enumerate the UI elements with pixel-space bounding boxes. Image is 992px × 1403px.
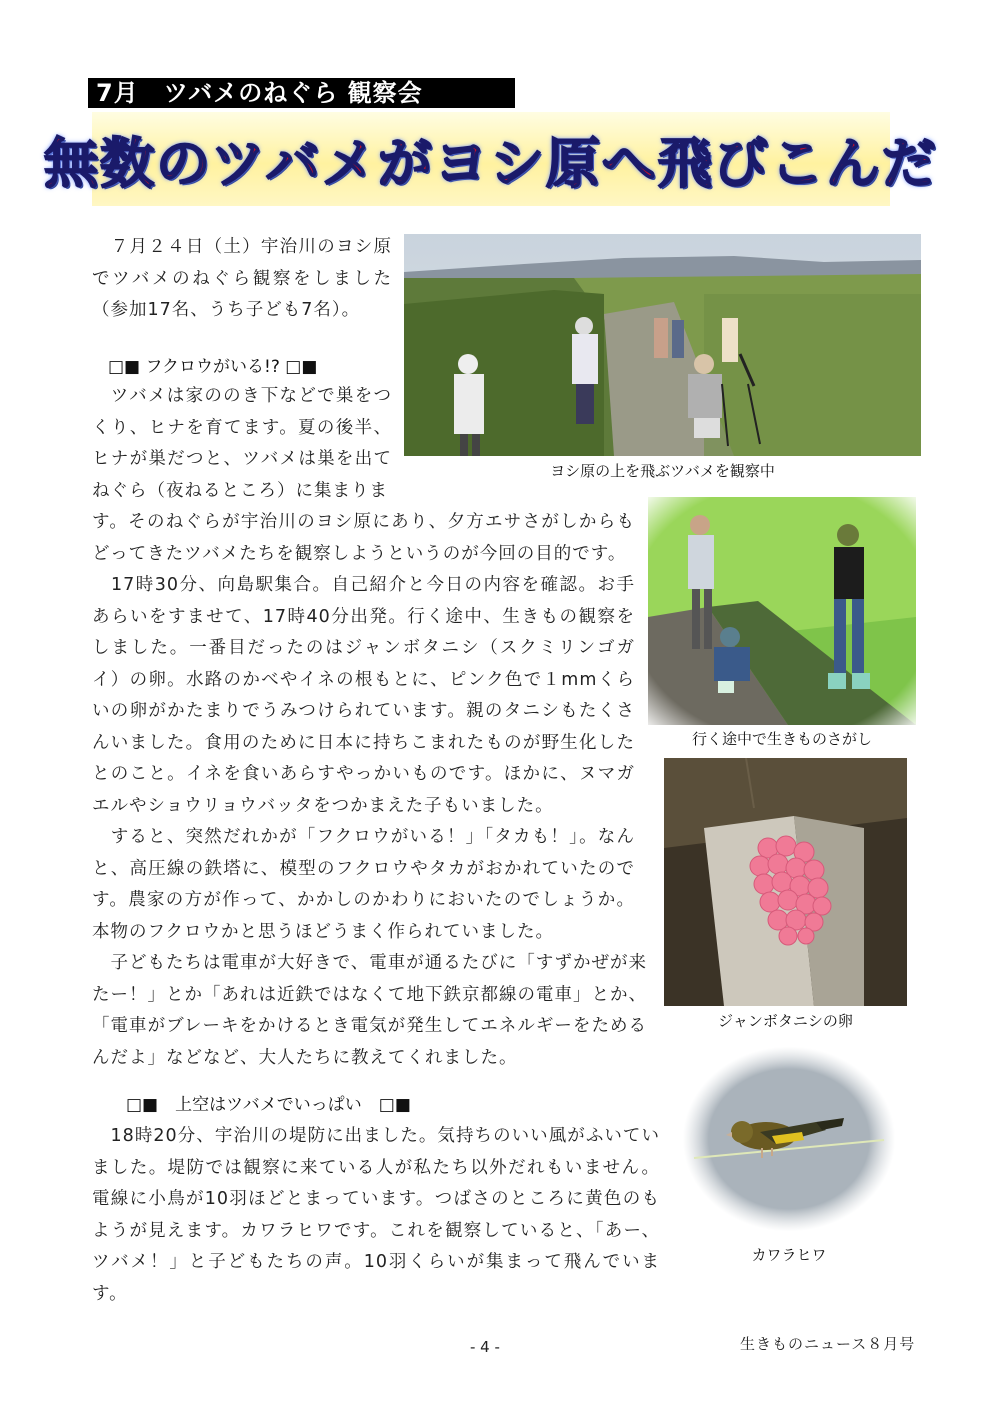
snail-eggs-photo: [664, 758, 907, 1006]
owl-model-paragraph: すると、突然だれかが「フクロウがいる！」「タカも！」。なんと、高圧線の鉄塔に、模型のフクロウやタカがおかれていたのです。農家の方が作って、かかしのかわりにおいたのでしょうか。本物のフクロウかと思うほどうまく作られていました。: [92, 827, 635, 942]
greenfinch-caption: カワラヒワ: [751, 1246, 827, 1264]
reed-field-caption: ヨシ原の上を飛ぶツバメを観察中: [550, 462, 775, 480]
reed-field-photo: [404, 234, 921, 456]
snail-eggs-caption: ジャンボタニシの卵: [718, 1012, 853, 1030]
event-label: 7月 ツバメのねぐら 観察会: [88, 78, 515, 108]
roost-purpose-paragraph: す。そのねぐらが宇治川のヨシ原にあり、夕方エサさがしからもどってきたツバメたちを観察しようというのが今回の目的です。: [92, 512, 635, 564]
riverbank-paragraph: 18時20分、宇治川の堤防に出ました。気持ちのいい風がふいていました。堤防では観察に来ている人が私たち以外だれもいません。電線に小鳥が10羽ほどとまっています。つばさのところに黄色のもようが見えます。カワラヒワです。これを観察していると、「あー、ツバメ！」と子どもたちの声。10羽くらいが集まって飛んでいます。: [92, 1126, 660, 1304]
headline: 無数のツバメがヨシ原へ飛びこんだ: [44, 131, 938, 195]
walk-observation-paragraph: 17時30分、向島駅集合。自己紹介と今日の内容を確認。お手あらいをすませて、17時40分出発。行く途中、生きもの観察をしました。一番目だったのはジャンボタニシ（スクミリンゴガイ）の卵。水路のかべやイネの根もとに、ピンク色で１mmくらいの卵がかたまりでうみつけられています。親のタニシもたくさんいました。食用のために日本に持ちこまれたものが野生化したとのこと。イネを食いあらすやっかいものです。ほかに、ヌマガエルやショウリョウバッタをつかまえた子もいました。: [92, 575, 635, 816]
page-number: - 4 -: [470, 1338, 500, 1356]
intro-paragraph: ７月２４日（土）宇治川のヨシ原でツバメのねぐら観察をしました（参加17名、うち子ども7名）。: [92, 237, 392, 320]
rice-paddy-photo: [648, 497, 916, 725]
greenfinch-photo: [676, 1040, 902, 1238]
newsletter-name: 生きものニュース８月号: [740, 1335, 916, 1353]
section-heading-owl: □■ フクロウがいる!? □■: [108, 357, 318, 377]
trains-paragraph: 子どもたちは電車が大好きで、電車が通るたびに「すずかぜが来たー！」とか「あれは近鉄ではなくて地下鉄京都線の電車」とか、「電車がブレーキをかけるとき電気が発生してエネルギーをためるんだよ」などなど、大人たちに教えてくれました。: [92, 953, 647, 1068]
rice-paddy-caption: 行く途中で生きものさがし: [691, 730, 872, 748]
section1-text-block: [92, 507, 647, 1074]
swallow-nest-paragraph: ツバメは家ののき下などで巣をつくり、ヒナを育てます。夏の後半、ヒナが巣だつと、ツバメは巣を出てねぐら（夜ねるところ）に集まりま: [92, 386, 392, 501]
section-heading-sky: □■ 上空はツバメでいっぱい □■: [126, 1095, 411, 1115]
